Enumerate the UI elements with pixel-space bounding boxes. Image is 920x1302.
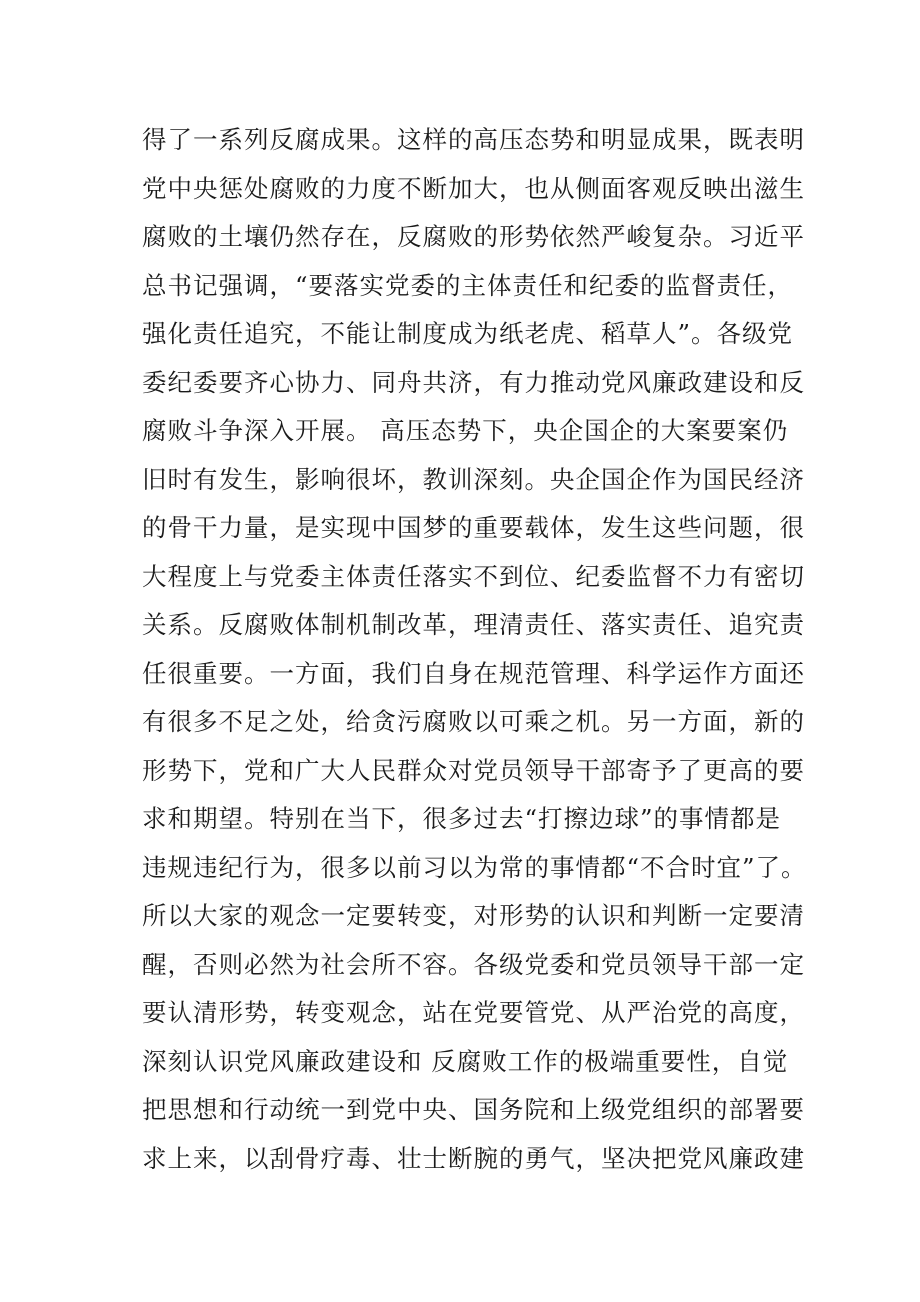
text-line: 所以大家的观念一定要转变，对形势的认识和判断一定要清	[142, 901, 805, 930]
text-line: 总书记强调，“要落实党委的主体责任和纪委的监督责任，	[142, 270, 794, 300]
text-line: 的骨干力量，是实现中国梦的重要载体，发生这些问题，很	[142, 513, 805, 542]
text-line: 委纪委要齐心协力、同舟共济，有力推动党风廉政建设和反	[142, 367, 805, 397]
text-line: 任很重要。一方面，我们自身在规范管理、科学运作方面还	[142, 658, 805, 688]
text-line: 违规违纪行为，很多以前习以为常的事情都“不合时宜”了。	[142, 852, 807, 882]
text-line: 求上来，以刮骨疗毒、壮士断腕的勇气，坚决把党风廉政建	[142, 1143, 805, 1173]
text-line: 醒，否则必然为社会所不容。各级党委和党员领导干部一定	[142, 949, 805, 979]
text-line: 强化责任追究，不能让制度成为纸老虎、稻草人”。各级党	[142, 319, 794, 348]
text-line: 大程度上与党委主体责任落实不到位、纪委监督不力有密切	[142, 561, 805, 591]
body-paragraph	[142, 116, 807, 1183]
text-line: 党中央惩处腐败的力度不断加大，也从侧面客观反映出滋生	[142, 173, 805, 203]
text-line: 关系。反腐败体制机制改革，理清责任、落实责任、追究责	[142, 610, 805, 639]
text-line: 把思想和行动统一到党中央、国务院和上级党组织的部署要	[142, 1095, 805, 1124]
text-line: 要认清形势，转变观念，站在党要管党、从严治党的高度，	[142, 998, 805, 1027]
text-line: 求和期望。特别在当下，很多过去“打擦边球”的事情都是	[142, 804, 782, 833]
text-line: 旧时有发生，影响很坏，教训深刻。央企国企作为国民经济	[142, 464, 805, 494]
text-line: 腐败斗争深入开展。 高压态势下，央企国企的大案要案仍	[142, 416, 789, 445]
text-line: 深刻认识党风廉政建设和 反腐败工作的极端重要性，自觉	[142, 1046, 789, 1076]
text-line: 腐败的土壤仍然存在，反腐败的形势依然严峻复杂。习近平	[142, 222, 805, 251]
text-line: 形势下，党和广大人民群众对党员领导干部寄予了更高的要	[142, 755, 805, 785]
text-line: 得了一系列反腐成果。这样的高压态势和明显成果，既表明	[142, 125, 805, 154]
text-line: 有很多不足之处，给贪污腐败以可乘之机。另一方面，新的	[142, 707, 805, 736]
